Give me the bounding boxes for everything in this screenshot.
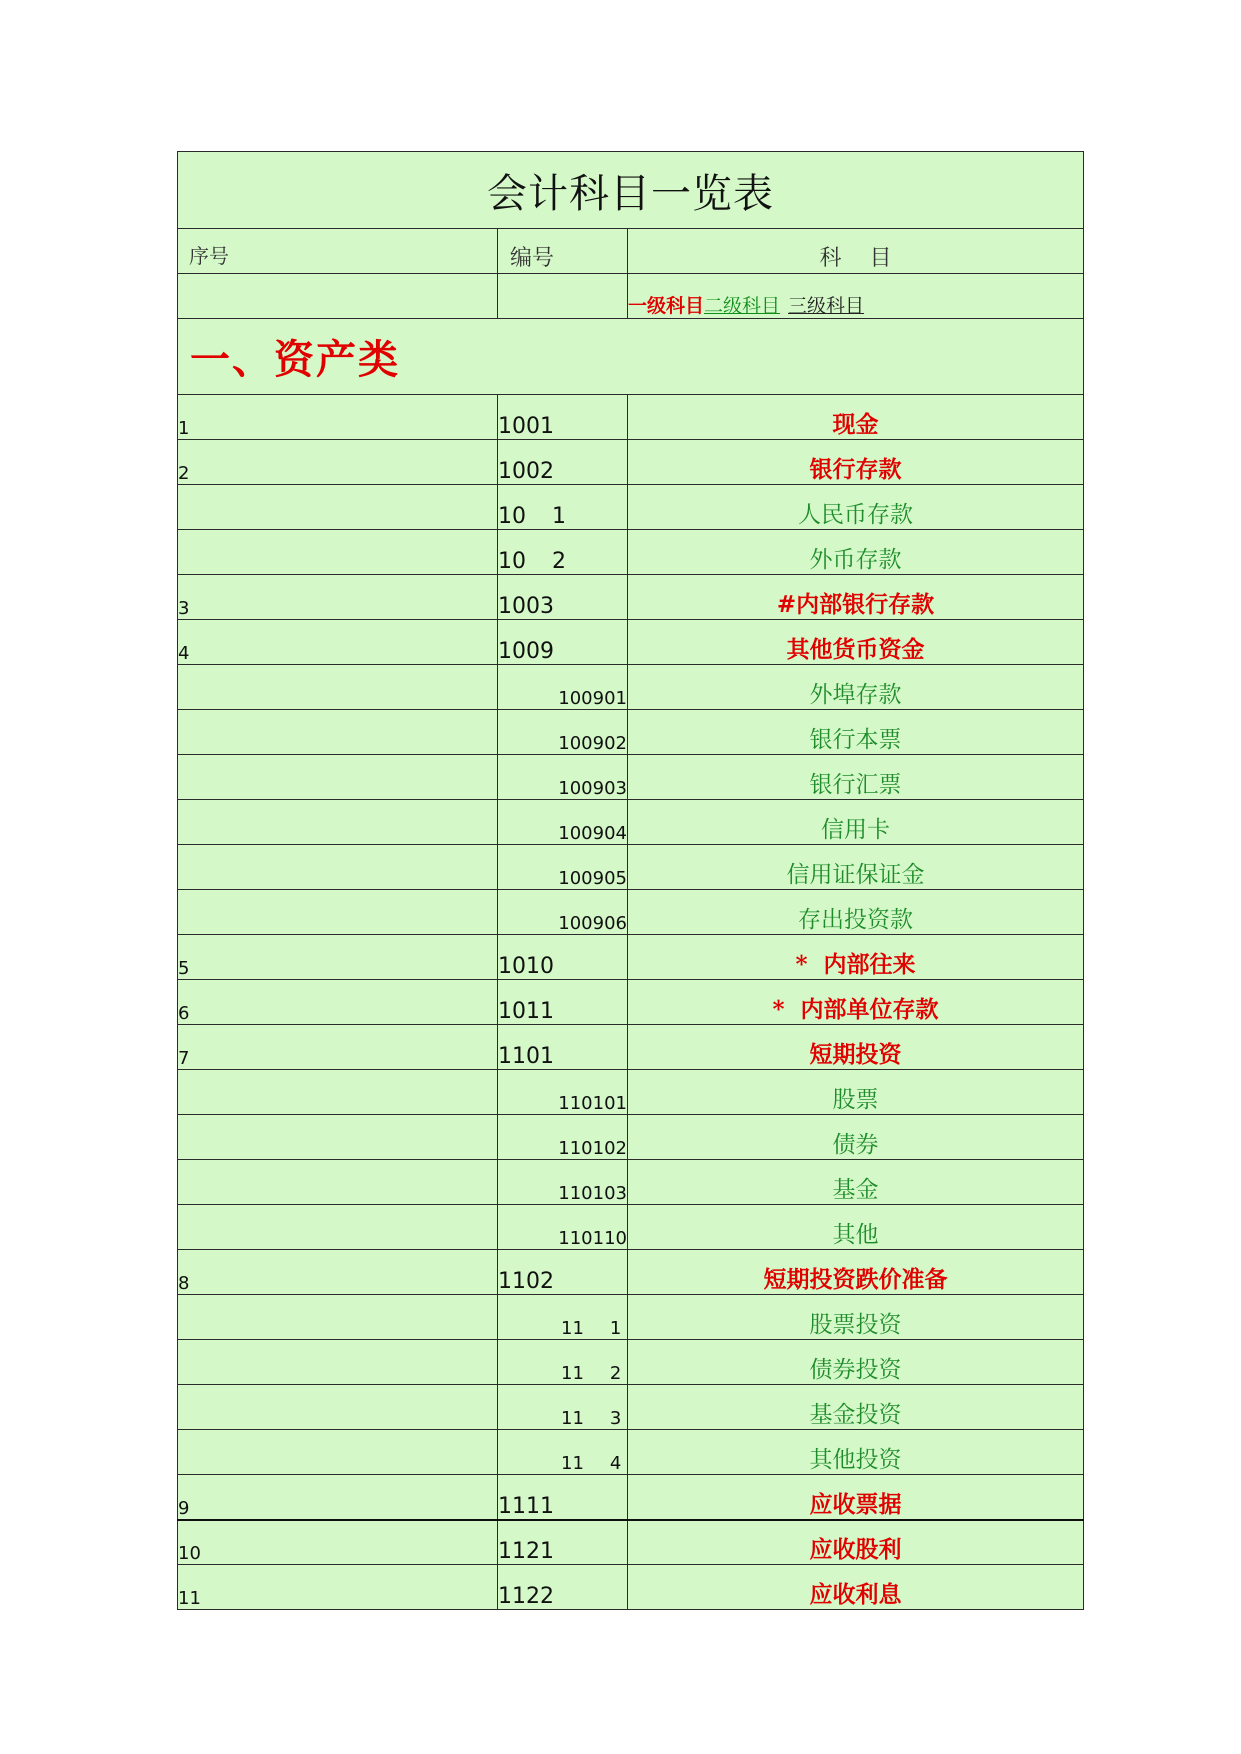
category-title: 一、资产类	[190, 336, 400, 383]
code-cell	[498, 1430, 628, 1475]
table-row	[178, 1385, 1084, 1430]
level2-subject: 存出投资款	[628, 890, 1084, 935]
seq-cell	[178, 530, 498, 575]
seq-cell: 11	[178, 1565, 498, 1610]
header-subject	[628, 229, 1084, 274]
level1-subject: #内部银行存款	[628, 575, 1084, 620]
code-suffix: 2	[552, 549, 566, 574]
code-cell: 100902	[498, 710, 628, 755]
table-row	[178, 710, 1084, 755]
code-cell: 1001	[498, 395, 628, 440]
code-prefix: 11	[561, 1408, 584, 1429]
category-cell	[178, 319, 1084, 395]
table-row	[178, 980, 1084, 1025]
table-row	[178, 620, 1084, 665]
level1-subject: 应收股利	[628, 1520, 1084, 1565]
seq-cell	[178, 890, 498, 935]
seq-cell: 4	[178, 620, 498, 665]
level1-subject: 短期投资	[628, 1025, 1084, 1070]
seq-cell	[178, 1430, 498, 1475]
table-row	[178, 1430, 1084, 1475]
level2-subject: 信用卡	[628, 800, 1084, 845]
level2-subject: 基金	[628, 1160, 1084, 1205]
level2-subject: 股票	[628, 1070, 1084, 1115]
table-row	[178, 1070, 1084, 1115]
legend-empty-code	[498, 274, 628, 319]
header-seq: 序号	[178, 229, 498, 274]
code-cell: 1101	[498, 1025, 628, 1070]
table-row	[178, 845, 1084, 890]
table-row	[178, 485, 1084, 530]
code-cell	[498, 1385, 628, 1430]
code-prefix: 11	[561, 1453, 584, 1474]
code-prefix: 10	[498, 549, 526, 574]
level2-subject: 基金投资	[628, 1385, 1084, 1430]
seq-cell	[178, 1295, 498, 1340]
seq-cell: 10	[178, 1520, 498, 1565]
seq-cell: 1	[178, 395, 498, 440]
seq-cell: 2	[178, 440, 498, 485]
table-row	[178, 1520, 1084, 1565]
code-cell: 100901	[498, 665, 628, 710]
level1-subject: 应收利息	[628, 1565, 1084, 1610]
level2-subject: 股票投资	[628, 1295, 1084, 1340]
code-suffix: 1	[609, 1318, 622, 1339]
code-suffix: 1	[552, 504, 566, 529]
seq-cell: 7	[178, 1025, 498, 1070]
seq-cell	[178, 665, 498, 710]
table-row	[178, 890, 1084, 935]
legend-empty-seq	[178, 274, 498, 319]
code-prefix: 11	[561, 1318, 584, 1339]
table-row	[178, 1160, 1084, 1205]
code-cell: 100905	[498, 845, 628, 890]
level2-subject: 银行汇票	[628, 755, 1084, 800]
legend-cell	[628, 274, 1084, 319]
level2-subject: 银行本票	[628, 710, 1084, 755]
code-cell: 110102	[498, 1115, 628, 1160]
level2-subject: 外币存款	[628, 530, 1084, 575]
level1-subject: 银行存款	[628, 440, 1084, 485]
code-suffix: 2	[609, 1363, 622, 1384]
code-cell: 1111	[498, 1475, 628, 1520]
code-cell: 110103	[498, 1160, 628, 1205]
table-row	[178, 1565, 1084, 1610]
seq-cell	[178, 1160, 498, 1205]
code-suffix: 4	[609, 1453, 622, 1474]
level2-subject: 信用证保证金	[628, 845, 1084, 890]
code-suffix: 3	[609, 1408, 622, 1429]
seq-cell: 6	[178, 980, 498, 1025]
table-row	[178, 800, 1084, 845]
code-cell: 1009	[498, 620, 628, 665]
table-row	[178, 755, 1084, 800]
code-cell: 1002	[498, 440, 628, 485]
seq-cell	[178, 1115, 498, 1160]
table-row	[178, 440, 1084, 485]
table-row	[178, 1115, 1084, 1160]
seq-cell	[178, 845, 498, 890]
header-row	[178, 229, 1084, 274]
level1-subject: 应收票据	[628, 1475, 1084, 1520]
table-row	[178, 665, 1084, 710]
code-cell: 1010	[498, 935, 628, 980]
code-cell: 100906	[498, 890, 628, 935]
table-row	[178, 530, 1084, 575]
table-row	[178, 1475, 1084, 1520]
accounting-subjects-table	[177, 151, 1084, 1610]
level2-subject: 其他	[628, 1205, 1084, 1250]
seq-cell	[178, 755, 498, 800]
code-cell	[498, 530, 628, 575]
header-subject-label: 科 目	[819, 246, 892, 271]
seq-cell: 3	[178, 575, 498, 620]
table-row	[178, 1205, 1084, 1250]
level1-subject: 其他货币资金	[628, 620, 1084, 665]
level2-subject: 人民币存款	[628, 485, 1084, 530]
seq-cell: 5	[178, 935, 498, 980]
legend-level1: 一级科目	[628, 295, 705, 317]
level2-subject: 外埠存款	[628, 665, 1084, 710]
level1-subject: * 内部单位存款	[628, 980, 1084, 1025]
seq-cell	[178, 800, 498, 845]
legend-row	[178, 274, 1084, 319]
code-cell: 1121	[498, 1520, 628, 1565]
table-row	[178, 1250, 1084, 1295]
legend-level2: 二级科目	[704, 295, 781, 317]
code-cell	[498, 1340, 628, 1385]
seq-cell	[178, 1385, 498, 1430]
code-prefix: 10	[498, 504, 526, 529]
level2-subject: 债券	[628, 1115, 1084, 1160]
seq-cell	[178, 1340, 498, 1385]
code-cell	[498, 1295, 628, 1340]
table-row	[178, 1025, 1084, 1070]
table-row	[178, 1295, 1084, 1340]
seq-cell: 8	[178, 1250, 498, 1295]
table-row	[178, 935, 1084, 980]
code-cell: 110101	[498, 1070, 628, 1115]
code-cell	[498, 485, 628, 530]
table-row	[178, 1340, 1084, 1385]
seq-cell: 9	[178, 1475, 498, 1520]
code-cell: 1011	[498, 980, 628, 1025]
code-cell: 1122	[498, 1565, 628, 1610]
level1-subject: 短期投资跌价准备	[628, 1250, 1084, 1295]
code-prefix: 11	[561, 1363, 584, 1384]
header-code: 编号	[498, 229, 628, 274]
table-row	[178, 395, 1084, 440]
level1-subject: * 内部往来	[628, 935, 1084, 980]
code-cell: 110110	[498, 1205, 628, 1250]
level2-subject: 其他投资	[628, 1430, 1084, 1475]
code-cell: 100903	[498, 755, 628, 800]
seq-cell	[178, 1070, 498, 1115]
code-cell: 1003	[498, 575, 628, 620]
seq-cell	[178, 485, 498, 530]
page-title: 会计科目一览表	[487, 170, 774, 217]
code-cell: 1102	[498, 1250, 628, 1295]
legend-level3: 三级科目	[788, 295, 865, 317]
seq-cell	[178, 1205, 498, 1250]
title-row	[178, 152, 1084, 229]
level2-subject: 债券投资	[628, 1340, 1084, 1385]
table-row	[178, 575, 1084, 620]
title-cell	[178, 152, 1084, 229]
code-cell: 100904	[498, 800, 628, 845]
category-row	[178, 319, 1084, 395]
level1-subject: 现金	[628, 395, 1084, 440]
seq-cell	[178, 710, 498, 755]
